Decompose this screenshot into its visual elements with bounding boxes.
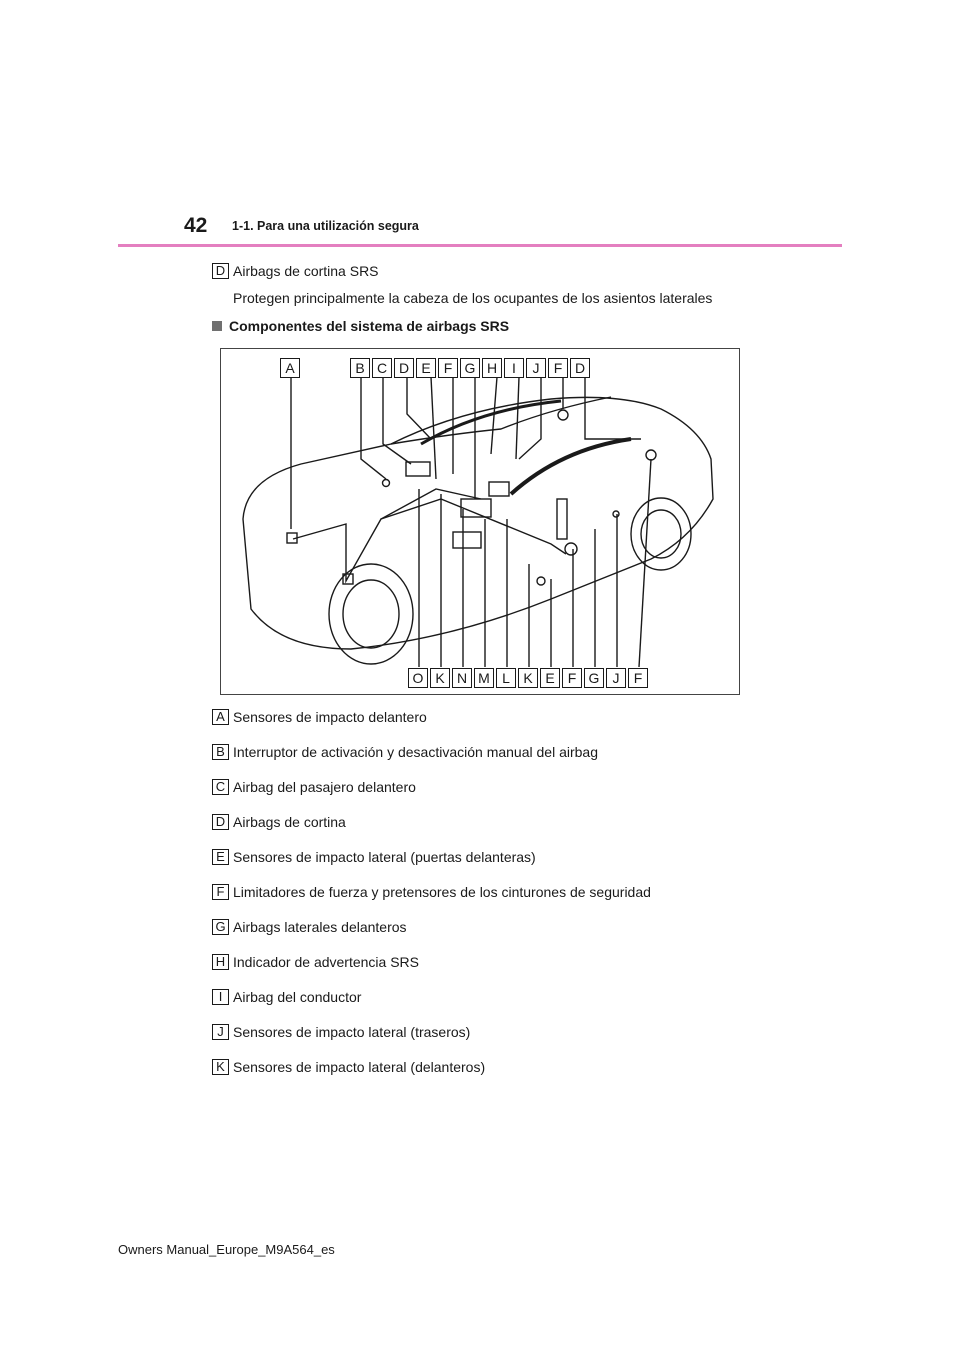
front-pretensioner <box>565 543 577 555</box>
side-airbag-rear <box>557 499 567 539</box>
rear-wheel <box>631 498 691 570</box>
callout-tag: F <box>562 668 582 688</box>
leader-d2 <box>585 377 641 439</box>
legend-tag: F <box>212 884 229 900</box>
roof-line <box>391 397 611 444</box>
legend-label: Airbags de cortina <box>233 814 346 830</box>
legend-tag: H <box>212 954 229 970</box>
legend-item <box>212 953 419 971</box>
legend-tag: G <box>212 919 229 935</box>
legend-item <box>212 1023 470 1041</box>
callout-tag: K <box>430 668 450 688</box>
side-airbag-front <box>453 532 481 548</box>
callout-tag: G <box>584 668 604 688</box>
wiring-harness <box>293 499 566 581</box>
intro-tag: D <box>212 263 229 279</box>
legend-label: Interruptor de activación y desactivación manual del airbag <box>233 744 598 760</box>
callout-tag: F <box>628 668 648 688</box>
side-impact-sensor <box>537 577 545 585</box>
footer-text: Owners Manual_Europe_M9A564_es <box>118 1242 335 1257</box>
legend-tag: B <box>212 744 229 760</box>
callout-tag: G <box>460 358 480 378</box>
callout-tag: E <box>416 358 436 378</box>
intro-description: Protegen principalmente la cabeza de los ocupantes de los asientos laterales <box>233 290 713 306</box>
leader-e <box>431 377 436 479</box>
legend-label: Sensores de impacto lateral (traseros) <box>233 1024 471 1040</box>
legend-label: Sensores de impacto lateral (puertas delanteras) <box>233 849 536 865</box>
legend-item <box>212 988 361 1006</box>
legend-tag: E <box>212 849 229 865</box>
legend-item <box>212 883 651 901</box>
intro-label: Airbags de cortina SRS <box>233 263 379 279</box>
components-heading-text: Componentes del sistema de airbags SRS <box>229 318 510 334</box>
section-title: 1-1. Para una utilización segura <box>232 219 419 233</box>
airbag-module <box>461 499 491 517</box>
legend-label: Airbags laterales delanteros <box>233 919 407 935</box>
leader-d1 <box>407 377 431 439</box>
callout-tag: H <box>482 358 502 378</box>
legend-item <box>212 813 346 831</box>
callout-tag: F <box>438 358 458 378</box>
page-number: 42 <box>184 214 208 237</box>
callout-tag: F <box>548 358 568 378</box>
legend-item <box>212 778 416 796</box>
callout-tag: O <box>408 668 428 688</box>
callout-tag: D <box>394 358 414 378</box>
leader-b <box>361 377 386 479</box>
legend-tag: J <box>212 1024 229 1040</box>
rear-side-sensor <box>613 511 619 517</box>
legend-item <box>212 708 427 726</box>
callouts-bottom <box>408 668 650 688</box>
leader-i <box>516 377 519 459</box>
callout-tag: E <box>540 668 560 688</box>
driver-airbag <box>489 482 509 496</box>
legend-tag: K <box>212 1059 229 1075</box>
legend-item <box>212 1058 485 1076</box>
car-airbag-illustration <box>221 349 739 694</box>
callout-tag: K <box>518 668 538 688</box>
legend-label: Airbag del pasajero delantero <box>233 779 416 795</box>
legend-label: Sensores de impacto delantero <box>233 709 427 725</box>
callout-tag: L <box>496 668 516 688</box>
legend-label: Limitadores de fuerza y pretensores de los cinturones de seguridad <box>233 884 651 900</box>
legend-item <box>212 743 598 761</box>
callout-tag: D <box>570 358 590 378</box>
callout-tag: M <box>474 668 494 688</box>
components-heading <box>212 318 509 334</box>
callout-tag: N <box>452 668 472 688</box>
legend-label: Sensores de impacto lateral (delanteros) <box>233 1059 486 1075</box>
callout-top-left <box>280 358 302 378</box>
legend-item <box>212 918 407 936</box>
legend-label: Indicador de advertencia SRS <box>233 954 419 970</box>
rear-pretensioner <box>558 410 568 420</box>
passenger-airbag <box>406 462 430 476</box>
header-rule <box>118 244 842 247</box>
front-wheel <box>329 564 413 664</box>
airbag-components-figure <box>220 348 740 695</box>
legend-tag: I <box>212 989 229 1005</box>
manual-switch <box>383 480 390 487</box>
legend-tag: A <box>212 709 229 725</box>
callout-tag: B <box>350 358 370 378</box>
rear-pretensioner-right <box>646 450 656 460</box>
callouts-top <box>350 358 592 378</box>
legend-tag: D <box>212 814 229 830</box>
square-bullet-icon <box>212 321 222 331</box>
callout-tag: I <box>504 358 524 378</box>
front-wheel-hub <box>343 580 399 648</box>
intro-item <box>212 262 379 280</box>
legend-tag: C <box>212 779 229 795</box>
callout-tag: A <box>280 358 300 378</box>
callout-tag: J <box>606 668 626 688</box>
legend-item <box>212 848 536 866</box>
callout-tag: C <box>372 358 392 378</box>
callout-tag: J <box>526 358 546 378</box>
curtain-airbag-rear <box>511 439 631 494</box>
legend-label: Airbag del conductor <box>233 989 362 1005</box>
